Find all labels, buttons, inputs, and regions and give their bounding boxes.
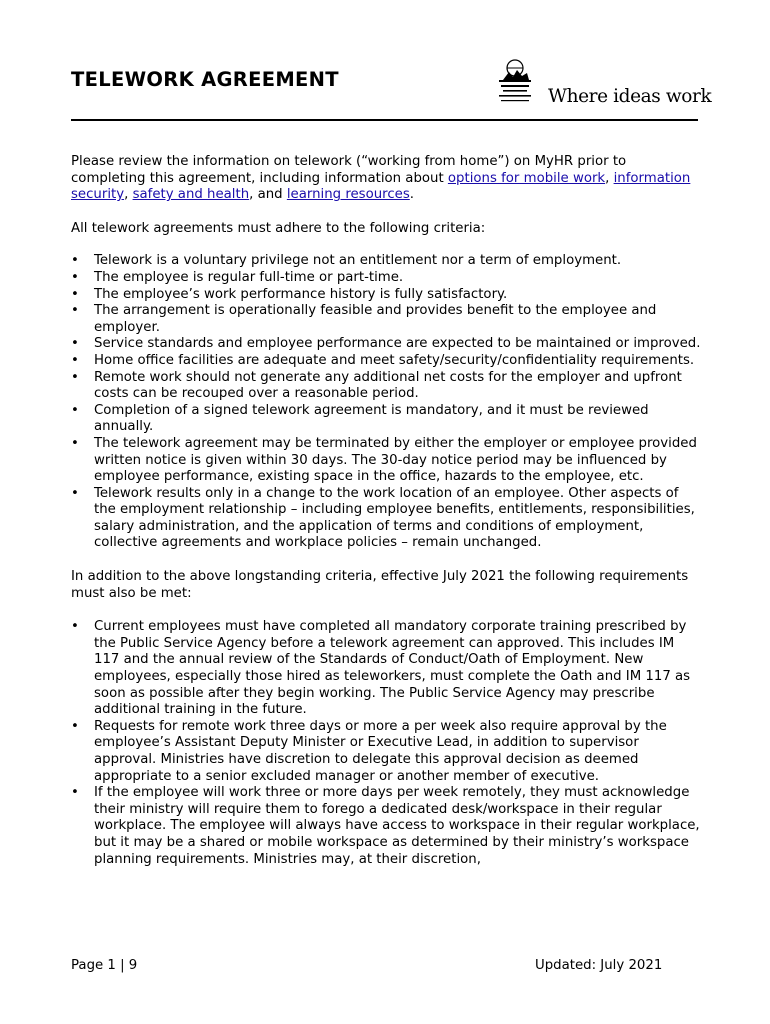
bullet: •: [71, 352, 79, 368]
information-security-link[interactable]: information security: [71, 170, 691, 203]
bullet: •: [71, 718, 79, 734]
list-item-text: Telework is a voluntary privilege not an entitlement nor a term of employment.: [94, 253, 622, 269]
list-item: [71, 785, 701, 868]
list-item: [71, 270, 701, 287]
list-item-text: If the employee will work three or more days per week remotely, they must acknowledge their ministry will require them to forego a dedicated desk/workspace in their regular workplace. The employee will always have access to workspace in their regular workplace, but it may be a shared or mobile workspace as determined by their ministry’s workspace planning requirements. Ministries may, at their discretion,: [94, 785, 700, 867]
intro-separator: ,: [605, 170, 614, 186]
bullet: •: [71, 435, 79, 451]
list-item-text: The employee is regular full-time or part-time.: [94, 269, 404, 285]
bullet: •: [71, 253, 79, 269]
options-mobile-work-link[interactable]: options for mobile work: [447, 170, 606, 186]
list-item: [71, 719, 701, 785]
bullet: •: [71, 303, 79, 319]
list-item-text: Service standards and employee performance are expected to be maintained or improved.: [94, 336, 701, 352]
bullet: •: [71, 369, 79, 385]
intro-separator: , and: [249, 187, 287, 203]
list-item-text: Telework results only in a change to the work location of an employee. Other aspects of the employment relationship – including employee benefits, entitlements, responsibilities, salary administration, and the application of terms and conditions of employment, collective agreements and workplace policies – remain unchanged.: [94, 485, 695, 551]
list-item-text: Remote work should not generate any additional net costs for the employer and upfront costs can be recouped over a reasonable period.: [94, 369, 682, 402]
list-item-text: The arrangement is operationally feasible and provides benefit to the employee and employer.: [94, 303, 657, 335]
list-item: [71, 353, 701, 370]
bullet: •: [71, 485, 79, 501]
intro-text: Please review the information on telework (“working from home”) on MyHR prior to completing this agreement, including information about: [71, 154, 627, 186]
criteria-list: [71, 253, 701, 552]
list-item-text: The telework agreement may be terminated by either the employer or employee provided written notice is given within 30 days. The 30-day notice period may be influenced by employee performance, existing space in the office, hazards to the employee, etc.: [94, 435, 697, 485]
learning-resources-link[interactable]: learning resources: [286, 187, 410, 203]
bullet: •: [71, 619, 79, 635]
bc-government-logo-icon: [495, 58, 535, 106]
header: [71, 58, 712, 118]
list-item: [71, 253, 701, 270]
additional-requirements-list: [71, 619, 701, 868]
list-item: [71, 336, 701, 353]
updated-date: Updated: July 2021: [535, 958, 663, 973]
bullet: •: [71, 785, 79, 801]
intro-separator: ,: [124, 187, 133, 203]
bullet: •: [71, 286, 79, 302]
intro-paragraph: [71, 154, 701, 204]
list-item-text: Requests for remote work three days or more a per week also require approval by the employee’s Assistant Deputy Minister or Executive Lead, in addition to supervisor approval. Ministries have discretion to delegate this approval decision as deemed appropriate to a senior excluded manager or another member of executive.: [94, 718, 667, 784]
list-item: [71, 370, 701, 403]
additional-intro: In addition to the above longstanding criteria, effective July 2021 the following requirements must also be met:: [71, 569, 689, 601]
criteria-intro: All telework agreements must adhere to the following criteria:: [71, 220, 486, 236]
list-item-text: The employee’s work performance history is fully satisfactory.: [94, 286, 508, 302]
document-body: [71, 154, 701, 868]
bullet: •: [71, 402, 79, 418]
list-item-text: Current employees must have completed all mandatory corporate training prescribed by the Public Service Agency before a telework agreement can approved. This includes IM 117 and the annual review of the Standards of Conduct/Oath of Employment. New employees, especially those hired as teleworkers, must complete the Oath and IM 117 as soon as possible after they begin working. The Public Service Agency may prescribe additional training in the future.: [94, 619, 691, 718]
list-item: [71, 403, 701, 436]
list-item-text: Completion of a signed telework agreement is mandatory, and it must be reviewed annually.: [94, 402, 649, 435]
list-item-text: Home office facilities are adequate and meet safety/security/confidentiality requirements.: [94, 352, 695, 368]
bullet: •: [71, 336, 79, 352]
bullet: •: [71, 269, 79, 285]
intro-end: .: [409, 187, 415, 203]
list-item: [71, 436, 701, 486]
list-item: [71, 619, 701, 719]
list-item: [71, 486, 701, 552]
page-title: TELEWORK AGREEMENT: [71, 68, 339, 91]
list-item: [71, 287, 701, 304]
page-number: Page 1 | 9: [71, 958, 138, 973]
safety-health-link[interactable]: safety and health: [132, 187, 250, 203]
tagline: Where ideas work: [548, 86, 712, 107]
header-divider: [71, 119, 698, 121]
list-item: [71, 303, 701, 336]
